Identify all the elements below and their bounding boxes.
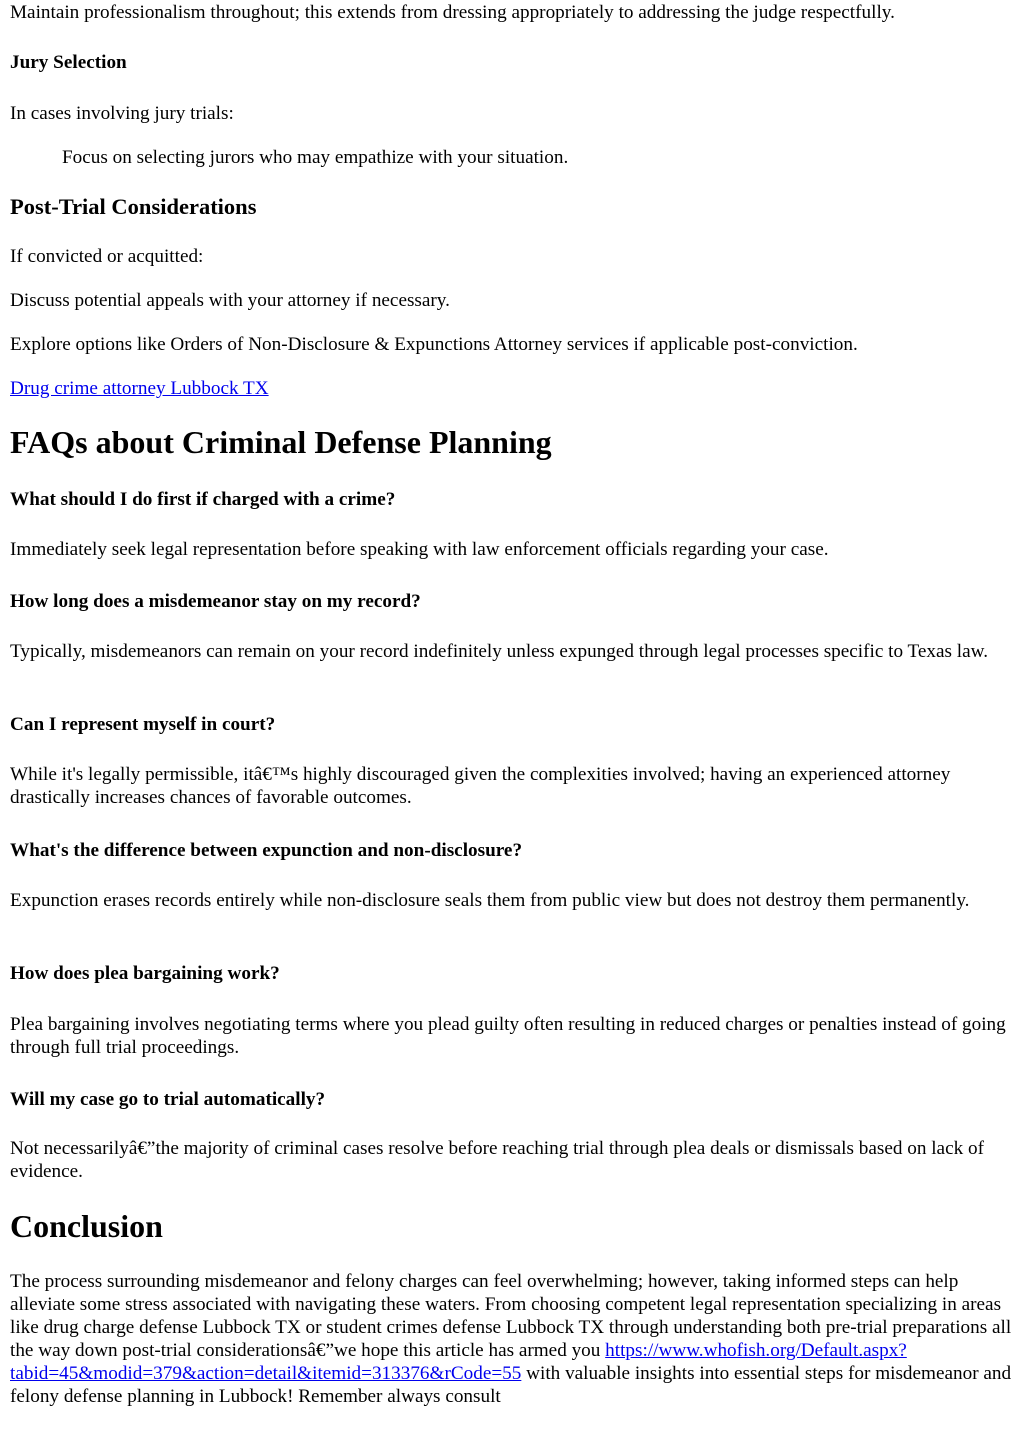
faq-answer: Immediately seek legal representation before speaking with law enforcement officials regarding your case. bbox=[10, 539, 829, 560]
jury-selection-item: Focus on selecting jurors who may empathize with your situation. bbox=[62, 147, 569, 168]
post-trial-paragraph-expunction: Explore options like Orders of Non-Disclosure & Expunctions Attorney services if applicable post-conviction. bbox=[10, 334, 858, 355]
faq-answer: Not necessarilyâ€”the majority of criminal cases resolve before reaching trial through plea deals or dismissals based on lack of evidence. bbox=[10, 1138, 984, 1182]
faqs-heading: FAQs about Criminal Defense Planning bbox=[10, 424, 552, 460]
intro-paragraph: Maintain professionalism throughout; this extends from dressing appropriately to addressing the judge respectfully. bbox=[10, 2, 895, 23]
drug-crime-attorney-link[interactable]: Drug crime attorney Lubbock TX bbox=[10, 378, 269, 399]
post-trial-lead: If convicted or acquitted: bbox=[10, 246, 204, 267]
faq-answer: Expunction erases records entirely while non-disclosure seals them from public view but does not destroy them permanently. bbox=[10, 890, 970, 911]
faq-question: Will my case go to trial automatically? bbox=[10, 1089, 326, 1110]
faq-question: How does plea bargaining work? bbox=[10, 963, 280, 984]
drug-crime-link-paragraph bbox=[10, 377, 1014, 400]
faq-answer: Plea bargaining involves negotiating terms where you plead guilty often resulting in reduced charges or penalties instead of going through full trial proceedings. bbox=[10, 1014, 1006, 1058]
faq-question: How long does a misdemeanor stay on my record? bbox=[10, 591, 421, 612]
whofish-link[interactable]: https://www.whofish.org/Default.aspx?tabid=45&modid=379&action=detail&itemid=313376&rCode=55 bbox=[10, 1340, 907, 1384]
post-trial-paragraph-appeals: Discuss potential appeals with your attorney if necessary. bbox=[10, 290, 450, 311]
jury-selection-lead: In cases involving jury trials: bbox=[10, 103, 234, 124]
post-trial-heading: Post-Trial Considerations bbox=[10, 194, 257, 219]
faq-question: Can I represent myself in court? bbox=[10, 714, 276, 735]
conclusion-paragraph bbox=[10, 1270, 1014, 1408]
faq-answer: While it's legally permissible, itâ€™s highly discouraged given the complexities involved; having an experienced attorney drastically increases chances of favorable outcomes. bbox=[10, 764, 951, 808]
conclusion-text-before: The process surrounding misdemeanor and felony charges can feel overwhelming; however, taking informed steps can help alleviate some stress associated with navigating these waters. From choosing competent legal representation specializing in areas like drug charge defense Lubbock TX or student crimes defense Lubbock TX through understanding both pre-trial preparations all the way down post-trial considerationsâ€”we hope this article has armed you bbox=[10, 1271, 1012, 1361]
faq-question: What should I do first if charged with a crime? bbox=[10, 489, 396, 510]
faq-answer: Typically, misdemeanors can remain on your record indefinitely unless expunged through legal processes specific to Texas law. bbox=[10, 641, 989, 662]
conclusion-text-after: with valuable insights into essential steps for misdemeanor and felony defense planning in Lubbock! Remember always consult bbox=[10, 1363, 1012, 1407]
faq-question: What's the difference between expunction and non-disclosure? bbox=[10, 840, 523, 861]
conclusion-heading: Conclusion bbox=[10, 1208, 163, 1244]
jury-selection-heading: Jury Selection bbox=[10, 52, 127, 73]
